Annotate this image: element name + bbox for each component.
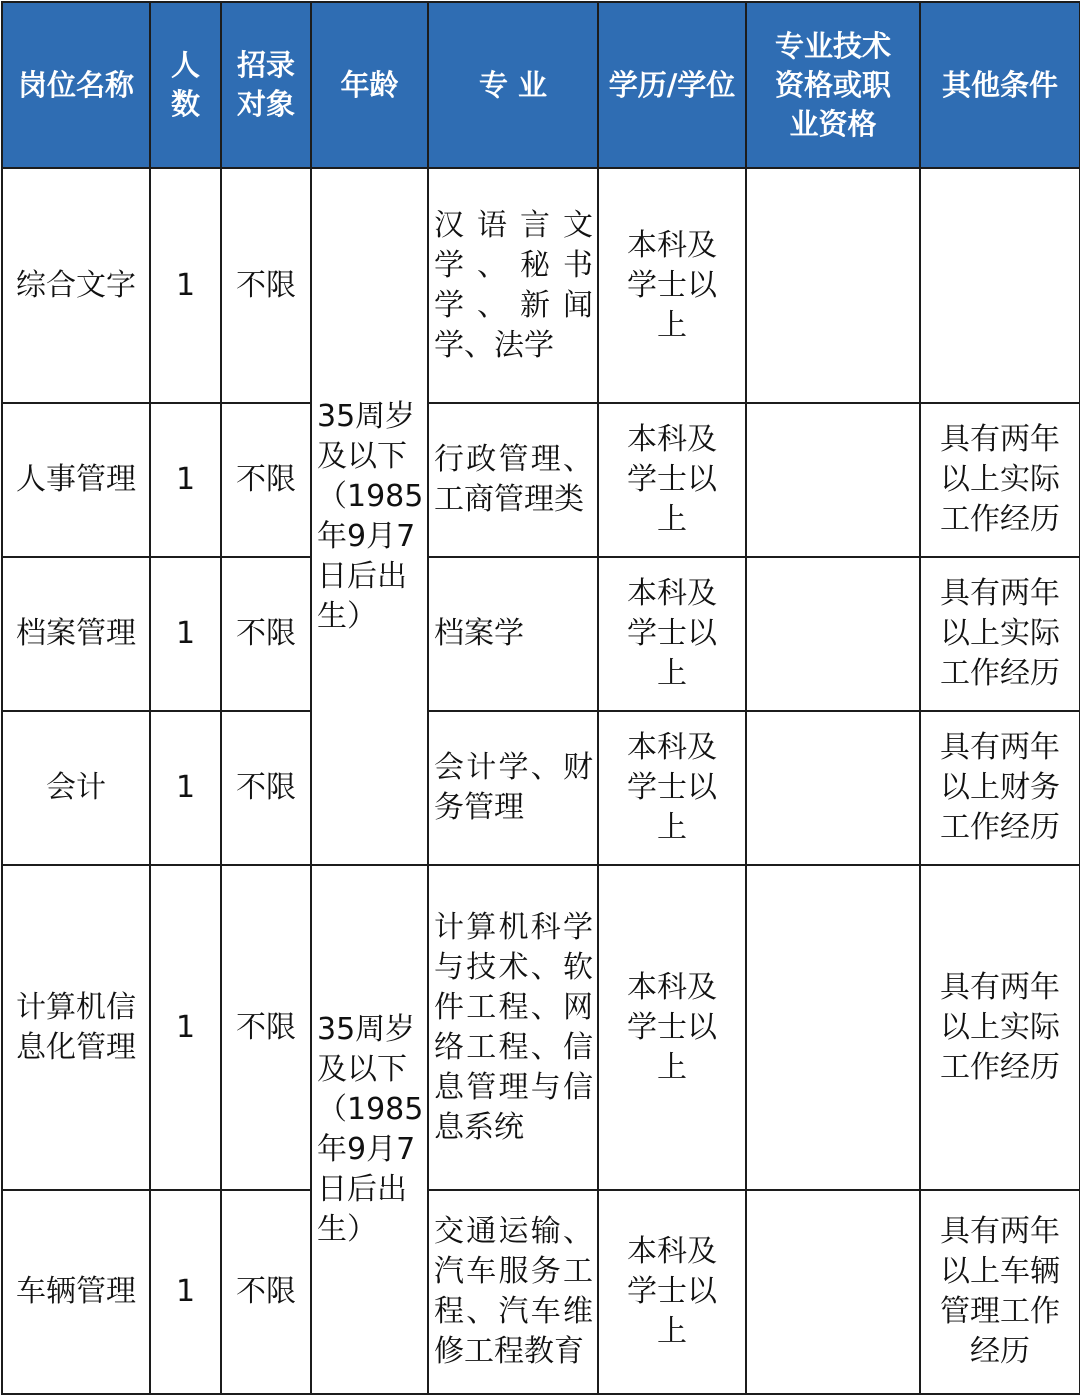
other-cell: 具有两年以上车辆管理工作经历 [920,1190,1080,1394]
count-cell: 1 [150,1190,221,1394]
header-count: 人数 [150,2,221,168]
count-cell: 1 [150,557,221,711]
qualification-cell [746,557,920,711]
major-cell: 计算机科学与技术、软件工程、网络工程、信息管理与信息系统 [428,865,598,1190]
post-cell: 档案管理 [2,557,150,711]
other-cell: 具有两年以上实际工作经历 [920,403,1080,557]
table-row [2,711,1080,865]
other-cell: 具有两年以上实际工作经历 [920,865,1080,1190]
table-row [2,865,1080,1190]
education-cell: 本科及学士以上 [598,403,746,557]
post-cell: 综合文字 [2,168,150,403]
age-cell: 35周岁及以下（1985年9月7日后出生） [311,865,428,1394]
education-cell: 本科及学士以上 [598,1190,746,1394]
target-cell: 不限 [221,865,311,1190]
table-row [2,168,1080,403]
other-cell: 具有两年以上财务工作经历 [920,711,1080,865]
table-row [2,557,1080,711]
recruitment-table [1,1,1080,1395]
education-cell: 本科及学士以上 [598,168,746,403]
education-cell: 本科及学士以上 [598,865,746,1190]
qualification-cell [746,865,920,1190]
count-cell: 1 [150,865,221,1190]
target-cell: 不限 [221,403,311,557]
major-cell: 档案学 [428,557,598,711]
post-cell: 会计 [2,711,150,865]
count-cell: 1 [150,168,221,403]
header-row [2,2,1080,168]
header-major: 专 业 [428,2,598,168]
qualification-cell [746,1190,920,1394]
header-target: 招录对象 [221,2,311,168]
table-row [2,1190,1080,1394]
major-cell: 会计学、财务管理 [428,711,598,865]
header-age: 年龄 [311,2,428,168]
other-cell: 具有两年以上实际工作经历 [920,557,1080,711]
post-cell: 人事管理 [2,403,150,557]
post-cell: 计算机信息化管理 [2,865,150,1190]
target-cell: 不限 [221,557,311,711]
header-education: 学历/学位 [598,2,746,168]
target-cell: 不限 [221,711,311,865]
other-cell [920,168,1080,403]
qualification-cell [746,403,920,557]
header-qualification: 专业技术资格或职业资格 [746,2,920,168]
target-cell: 不限 [221,168,311,403]
education-cell: 本科及学士以上 [598,711,746,865]
count-cell: 1 [150,403,221,557]
major-cell: 汉语言文学、秘书学、新闻学、法学 [428,168,598,403]
header-other: 其他条件 [920,2,1080,168]
count-cell: 1 [150,711,221,865]
major-cell: 行政管理、工商管理类 [428,403,598,557]
qualification-cell [746,711,920,865]
age-cell: 35周岁及以下（1985年9月7日后出生） [311,168,428,865]
target-cell: 不限 [221,1190,311,1394]
education-cell: 本科及学士以上 [598,557,746,711]
table-row [2,403,1080,557]
post-cell: 车辆管理 [2,1190,150,1394]
major-cell: 交通运输、汽车服务工程、汽车维修工程教育 [428,1190,598,1394]
qualification-cell [746,168,920,403]
header-post: 岗位名称 [2,2,150,168]
